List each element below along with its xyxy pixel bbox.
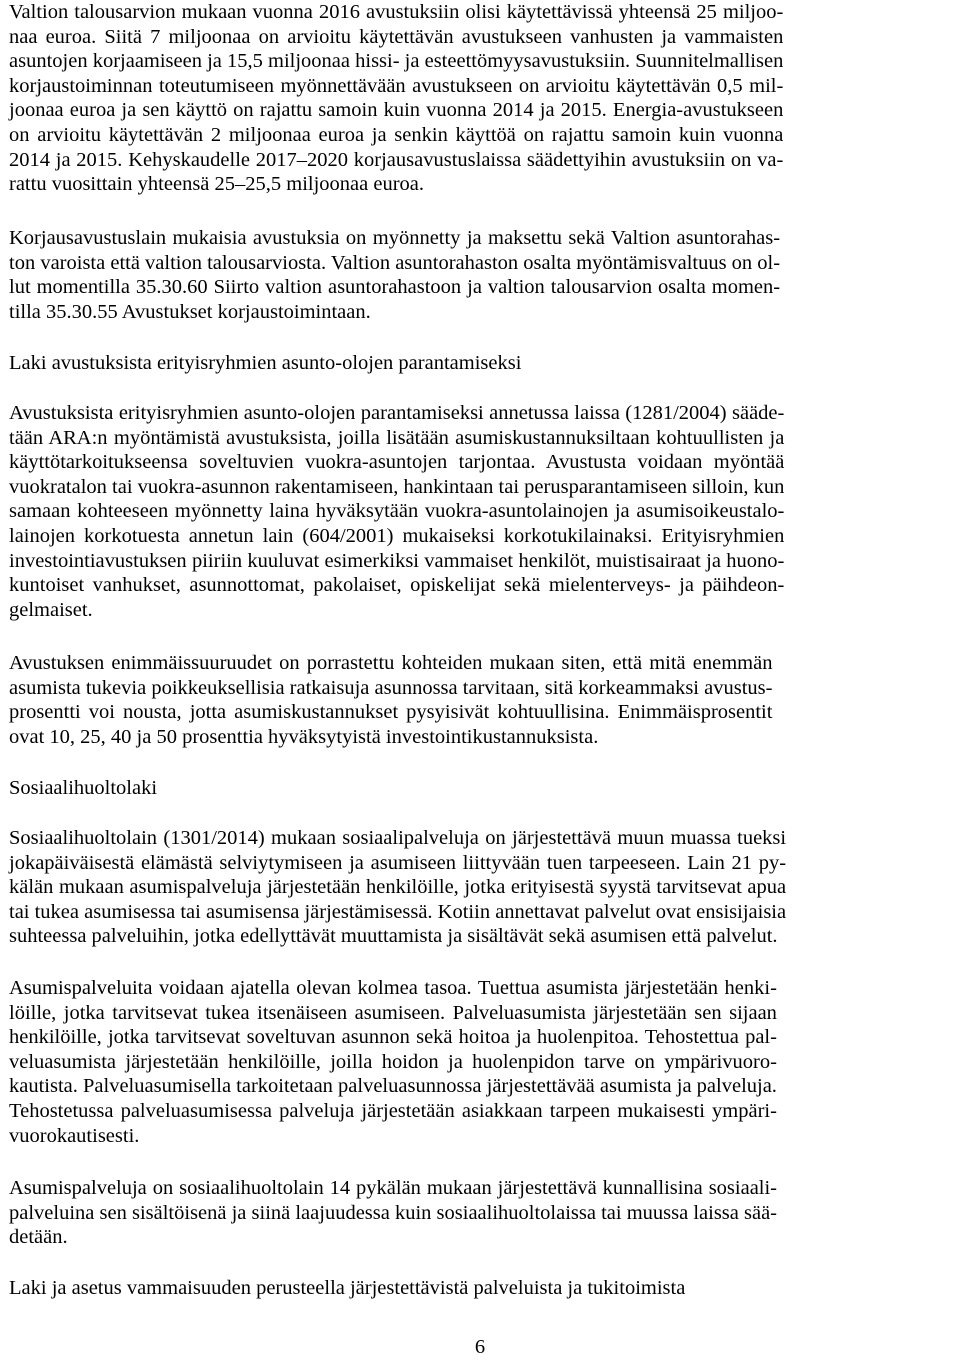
- text-line: Korjausavustuslain mukaisia avustuksia on myönnetty ja maksettu sekä Valtion asuntorahas-: [9, 227, 781, 249]
- text-line: tään ARA:n myöntämistä avustuksista, joilla lisätään asumiskustannuksiltaan kohtuullisten ja: [9, 426, 785, 449]
- section-heading-disability-services-law: Laki ja asetus vammaisuuden perusteella järjestettävistä palveluista ja tukitoimista: [9, 1277, 686, 1299]
- text-line: vuorokautisesti.: [9, 1124, 140, 1147]
- text-line: asumista tukevia poikkeuksellisia ratkaisuja asunnossa tarvitaan, sitä korkeammaksi avustus-: [9, 676, 773, 699]
- text-line: henkilöille, jotka tarvitsevat soveltuvan asunnon sekä hoitoa ja huolenpitoa. Tehostettua pal-: [9, 1026, 777, 1049]
- paragraph-housing-service-levels: [9, 976, 777, 1148]
- text-line: Asumispalveluita voidaan ajatella olevan kolmea tasoa. Tuettua asumista järjestetään henki-: [9, 977, 777, 999]
- paragraph-municipal-services: [9, 1176, 777, 1250]
- text-line: Avustuksista erityisryhmien asunto-olojen parantamiseksi annetussa laissa (1281/2004) sääde-: [9, 402, 785, 424]
- text-line: löille, jotka tarvitsevat tukea itsenäiseen asumiseen. Palveluasumista järjestetään sen sijaan: [9, 1001, 777, 1024]
- text-line: korjaustoiminnan toteutumiseen myönnettävään avustukseen on arvioitu käytettävän 0,5 mil-: [9, 74, 784, 97]
- paragraph-social-welfare-act: [9, 826, 786, 949]
- text-line: lainojen korkotuesta annetun lain (604/2001) mukaiseksi korkotukilainaksi. Erityisryhmien: [9, 524, 785, 547]
- paragraph-budget-grants: [9, 0, 783, 197]
- text-line: palveluina sen sisältöisenä ja siinä laajuudessa kuin sosiaalihuoltolaissa tai muussa laissa sää-: [9, 1201, 778, 1224]
- text-line: Sosiaalihuoltolain (1301/2014) mukaan sosiaalipalveluja on järjestettävä muun muassa tueksi: [9, 827, 787, 849]
- paragraph-special-groups-grants: [9, 401, 784, 622]
- text-line: kälän mukaan asumispalveluja järjestetään henkilöille, jotka erityisestä syystä tarvitsevat apua: [9, 876, 787, 899]
- text-line: tilla 35.30.55 Avustukset korjaustoimintaan.: [9, 300, 371, 323]
- text-line: rattu vuosittain yhteensä 25–25,5 miljoonaa euroa.: [9, 173, 425, 196]
- text-line: ovat 10, 25, 40 ja 50 prosenttia hyväksytyistä investointikustannuksista.: [9, 725, 599, 748]
- text-line: lut momentilla 35.30.60 Siirto valtion asuntorahastoon ja valtion talousarvion osalta momen-: [9, 276, 781, 299]
- text-line: käyttötarkoitukseensa soveltuvien vuokra-asuntojen tarjontaa. Avustusta voidaan myöntää: [9, 451, 785, 474]
- text-line: Avustuksen enimmäissuuruudet on porrastettu kohteiden mukaan siten, että mitä enemmän: [9, 652, 773, 674]
- text-line: Tehostetussa palveluasumisessa palveluja järjestetään asiakkaan tarpeen mukaisesti ympäri-: [9, 1099, 777, 1122]
- text-line: gelmaiset.: [9, 598, 93, 621]
- text-line: kuntoiset vanhukset, asunnottomat, pakolaiset, opiskelijat sekä mielenterveys- ja päihdeon-: [9, 574, 785, 597]
- text-line: 2014 ja 2015. Kehyskaudelle 2017–2020 korjausavustuslaissa säädettyihin avustuksiin on va-: [9, 148, 784, 171]
- text-line: naa euroa. Siitä 7 miljoonaa on arvioitu käytettävän avustukseen vanhusten ja vammaisten: [9, 25, 784, 48]
- text-line: jokapäiväisestä elämästä selviytymiseen ja asumiseen liittyvään tuen tarpeeseen. Lain 21 py-: [9, 851, 787, 874]
- section-heading-special-groups-law: Laki avustuksista erityisryhmien asunto-olojen parantamiseksi: [9, 352, 522, 374]
- paragraph-repair-grant-funding: [9, 226, 780, 324]
- text-line: on arvioitu käytettävän 2 miljoonaa euroa ja senkin käyttöä on rajattu samoin kuin vuonna: [9, 123, 784, 146]
- text-line: investointiavustuksen piiriin kuuluvat esimerkiksi vammaiset henkilöt, muistisairaat ja huono-: [9, 549, 785, 572]
- section-heading-social-welfare-act: Sosiaalihuoltolaki: [9, 777, 158, 799]
- page-number: 6: [474, 1336, 486, 1358]
- text-line: joonaa euroa ja sen käyttö on rajattu samoin kuin vuonna 2014 ja 2015. Energia-avustukseen: [9, 99, 784, 122]
- text-line: Asumispalveluja on sosiaalihuoltolain 14 pykälän mukaan järjestettävä kunnallisina sosiaali-: [9, 1177, 778, 1199]
- text-line: asuntojen korjaamiseen ja 15,5 miljoonaa hissi- ja esteettömyysavustuksiin. Suunnitelmallisen: [9, 50, 784, 73]
- text-line: detään.: [9, 1226, 68, 1249]
- text-line: samaan kohteeseen myönnetty laina hyväksytään vuokra-asuntolainojen ja asumisoikeustalo-: [9, 500, 785, 523]
- text-line: suhteessa palveluihin, jotka edellyttävät muuttamista ja sisältävät sekä asumisen että palvelut.: [9, 925, 778, 948]
- text-line: tai tukea asumisessa tai asumisensa järjestämisessä. Kotiin annettavat palvelut ovat ensisijaisia: [9, 900, 787, 923]
- text-line: Valtion talousarvion mukaan vuonna 2016 avustuksiin olisi käytettävissä yhteensä 25 miljoo-: [9, 1, 784, 23]
- text-line: kautista. Palveluasumisella tarkoitetaan palveluasunnossa järjestettävää asumista ja palveluja.: [9, 1075, 777, 1098]
- text-line: vuokratalon tai vuokra-asunnon rakentamiseen, hankintaan tai perusparantamiseen silloin, kun: [9, 475, 785, 498]
- text-line: veluasumista järjestetään henkilöille, joilla hoidon ja huolenpidon tarve on ympärivuoro-: [9, 1050, 777, 1073]
- paragraph-grant-maximums: [9, 651, 772, 749]
- text-line: prosentti voi nousta, jotta asumiskustannukset pysyisivät kohtuullisina. Enimmäisprosentit: [9, 701, 773, 724]
- text-line: ton varoista että valtion talousarviosta. Valtion asuntorahaston osalta myöntämisvaltuus on ol-: [9, 251, 781, 274]
